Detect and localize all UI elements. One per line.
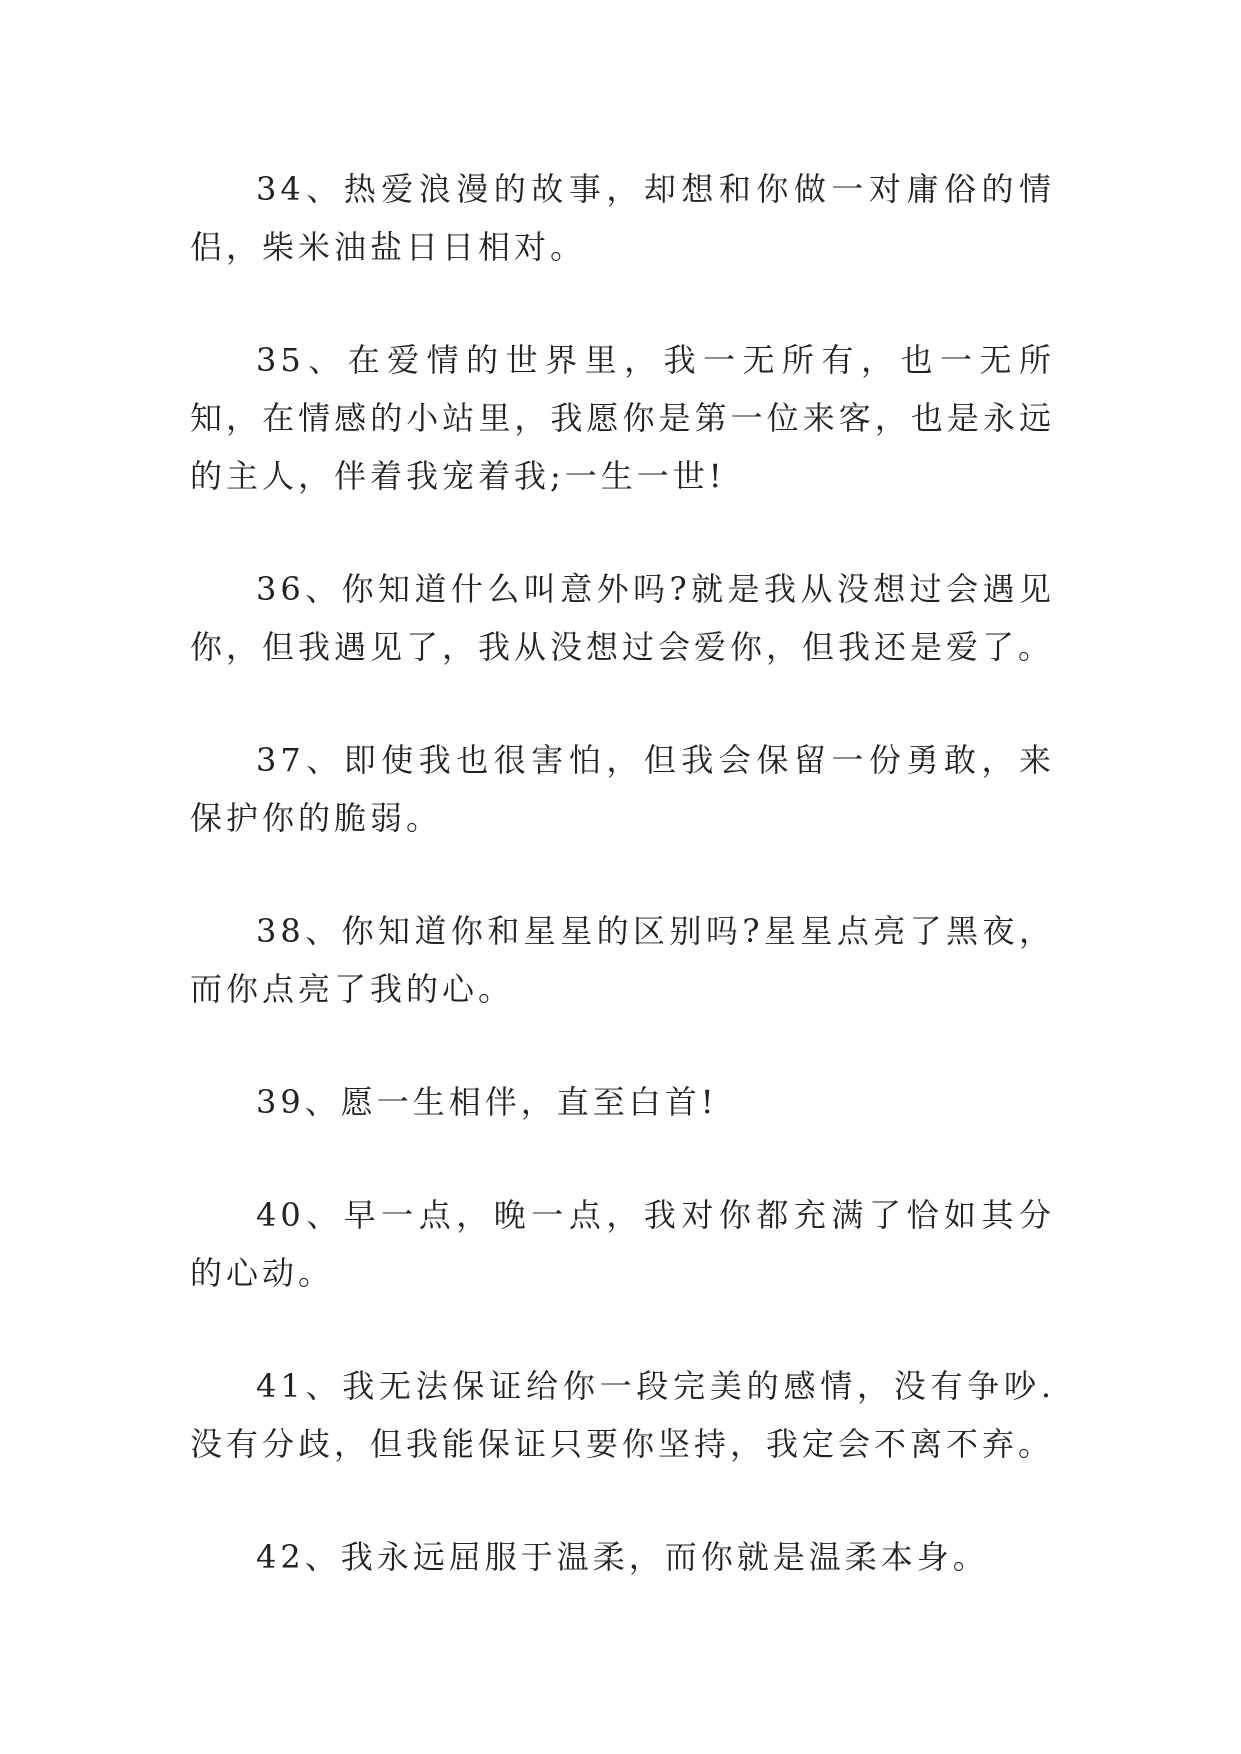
paragraph-39: 39、愿一生相伴，直至白首! — [256, 1083, 718, 1121]
paragraph-41: 41、我无法保证给你一段完美的感情，没有争吵.没有分歧，但我能保证只要你坚持，我定会不离不弃。 — [190, 1367, 1055, 1463]
paragraph-42: 42、我永远屈服于温柔，而你就是温柔本身。 — [256, 1538, 989, 1576]
paragraph-38: 38、你知道你和星星的区别吗?星星点亮了黑夜，而你点亮了我的心。 — [190, 912, 1055, 1008]
paragraph-35: 35、在爱情的世界里，我一无所有，也一无所知，在情感的小站里，我愿你是第一位来客，也是永远的主人，伴着我宠着我;一生一世! — [190, 341, 1055, 495]
paragraph-34: 34、热爱浪漫的故事，却想和你做一对庸俗的情侣，柴米油盐日日相对。 — [190, 170, 1055, 266]
paragraph-37: 37、即使我也很害怕，但我会保留一份勇敢，来保护你的脆弱。 — [190, 741, 1055, 837]
document-body — [190, 160, 1055, 1641]
paragraph-40: 40、早一点，晚一点，我对你都充满了恰如其分的心动。 — [190, 1196, 1055, 1292]
paragraph-36: 36、你知道什么叫意外吗?就是我从没想过会遇见你，但我遇见了，我从没想过会爱你，但我还是爱了。 — [190, 570, 1055, 666]
